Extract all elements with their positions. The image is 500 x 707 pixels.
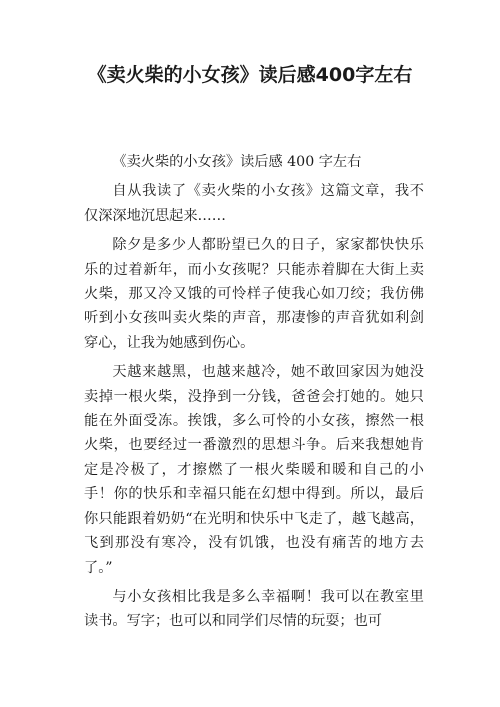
document-body bbox=[84, 150, 424, 639]
paragraph-subtitle: 《卖火柴的小女孩》读后感 400 字左右 bbox=[112, 154, 362, 170]
document-title: 《卖火柴的小女孩》读后感400字左右 bbox=[87, 64, 413, 86]
paragraph-cold-night: 天越来越黑，也越来越冷，她不敢回家因为她没卖掉一根火柴，没挣到一分钱，爸爸会打她的。她只能在外面受冻。挨饿，多么可怜的小女孩，擦然一根火柴，也要经过一番激烈的思想斗争。后来我想她肯定是冷极了，才擦燃了一根火柴暖和暖和自己的小手！你的快乐和幸福只能在幻想中得到。所以，最后你只能跟着奶奶“在光明和快乐中飞走了，越飞越高，飞到那没有寒冷，没有饥饿，也没有痛苦的地方去了。” bbox=[84, 364, 424, 576]
paragraph-comparison: 与小女孩相比我是多么幸福啊！我可以在教室里读书。写字；也可以和同学们尽情的玩耍；也可 bbox=[84, 588, 424, 630]
paragraph-new-year: 除夕是多少人都盼望已久的日子，家家都快快乐乐的过着新年，而小女孩呢？只能赤着脚在大街上卖火柴，那又冷又饿的可怜样子使我心如刀绞；我仿佛听到小女孩叫卖火柴的声音，那凄惨的声音犹如利剑穿心，让我为她感到伤心。 bbox=[84, 237, 424, 351]
paragraph-intro: 自从我读了《卖火柴的小女孩》这篇文章，我不仅深深地沉思起来…… bbox=[84, 183, 424, 224]
